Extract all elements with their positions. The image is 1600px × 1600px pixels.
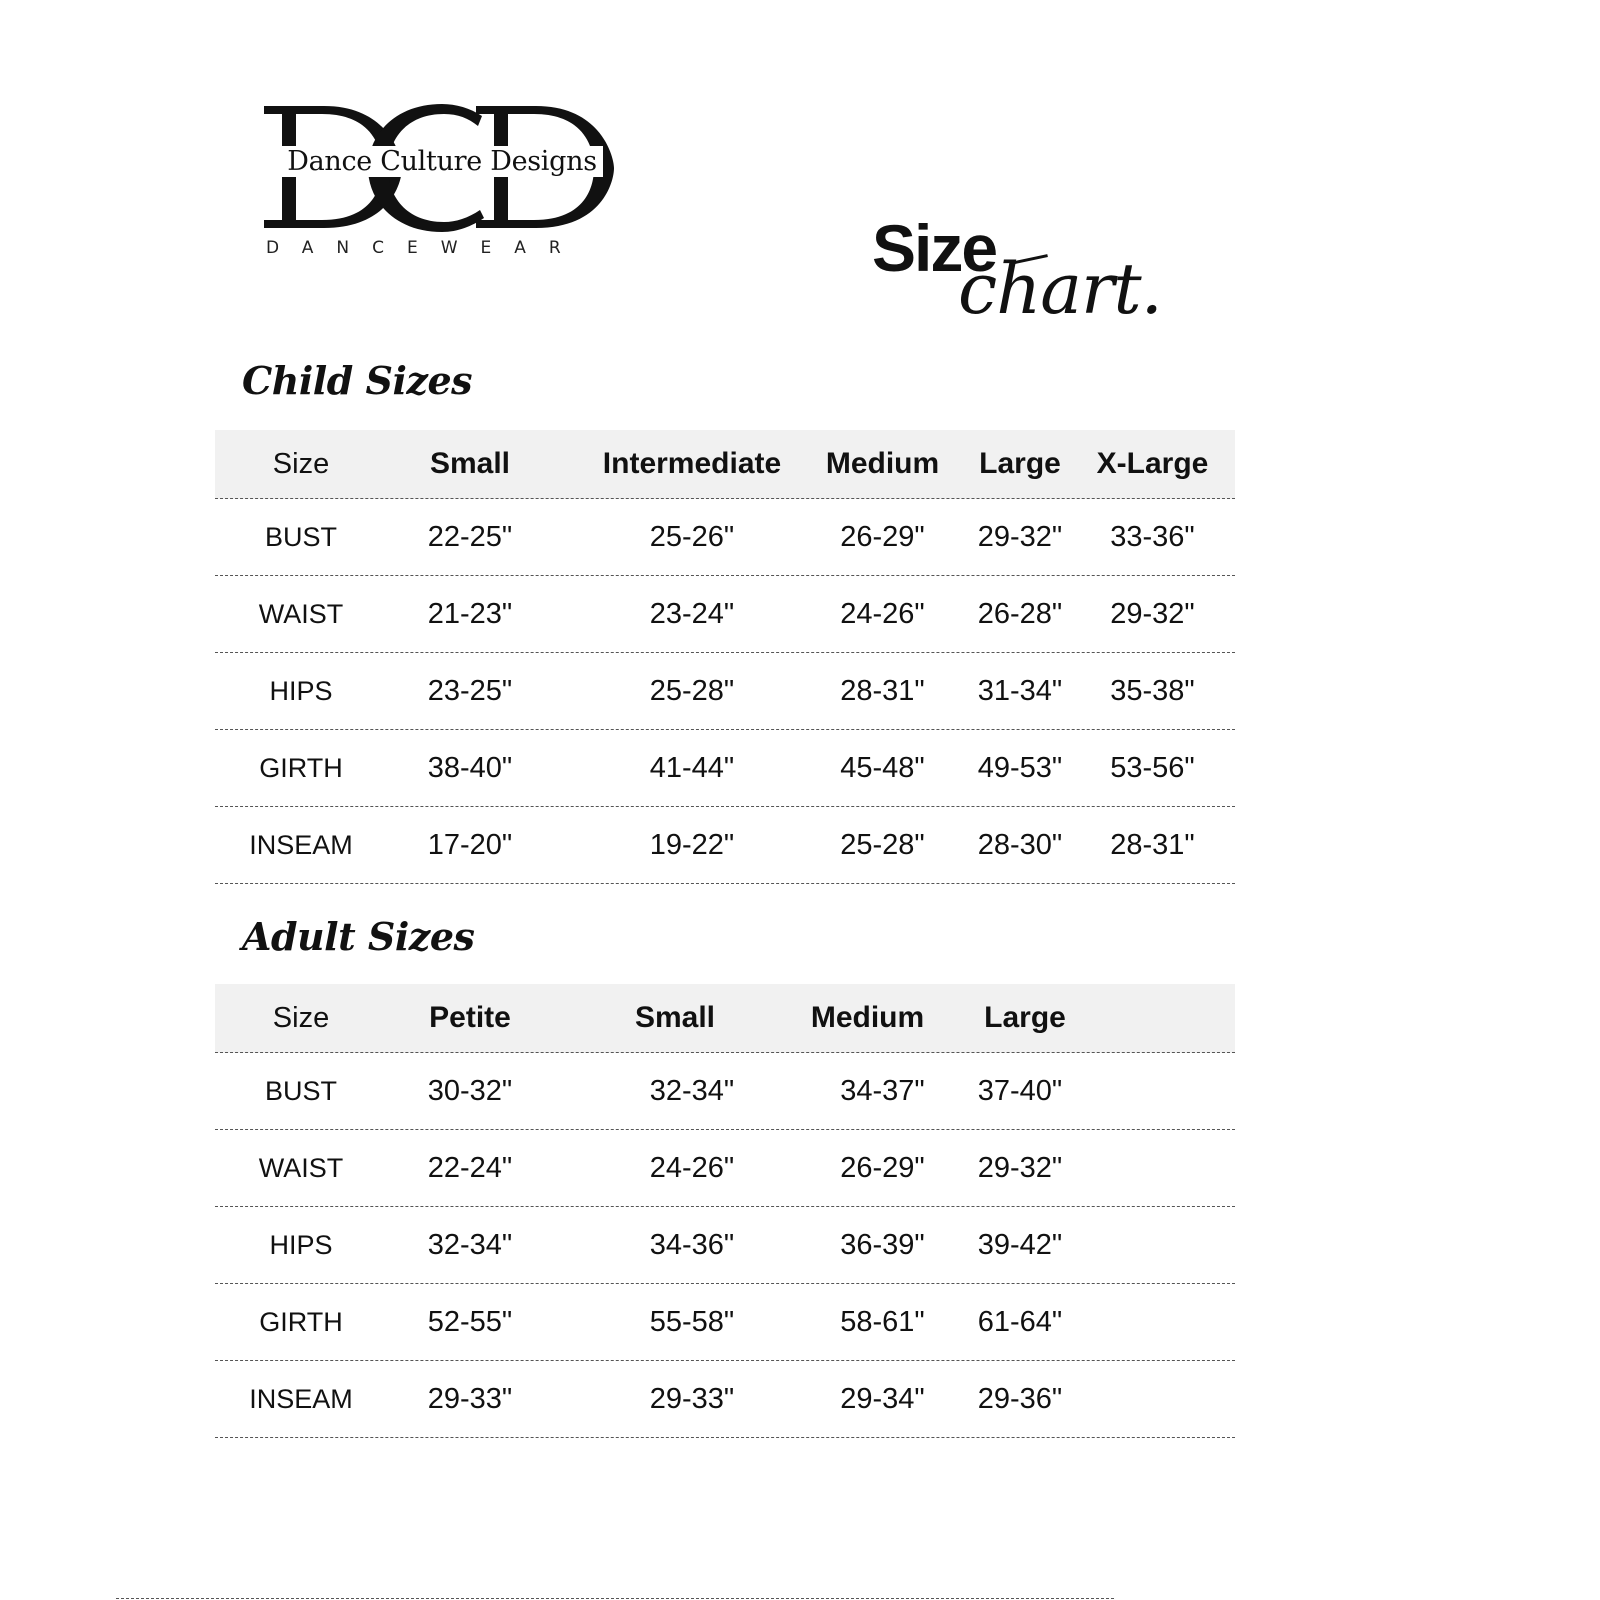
table-cell: 29-32" <box>977 1151 1063 1184</box>
table-cell: 28-30" <box>977 828 1063 861</box>
header-cell: Large <box>984 1001 1066 1034</box>
table-cell: 61-64" <box>977 1305 1063 1338</box>
adult-size-table <box>215 984 1235 1438</box>
table-cell: 24-26" <box>840 597 925 630</box>
table-cell: 29-34" <box>840 1382 925 1415</box>
table-cell: 29-32" <box>1110 597 1195 630</box>
table-cell: 28-31" <box>840 674 925 707</box>
row-label: BUST <box>264 521 337 552</box>
table-cell: 29-33" <box>427 1382 513 1415</box>
row-label: WAIST <box>258 598 344 629</box>
table-cell: 25-28" <box>649 674 735 707</box>
table-cell: 26-28" <box>977 597 1063 630</box>
row-label: INSEAM <box>249 1383 353 1414</box>
table-cell: 24-26" <box>649 1151 735 1184</box>
row-label: HIPS <box>269 1229 333 1260</box>
table-row <box>215 1207 1235 1284</box>
table-cell: 26-29" <box>840 1151 925 1184</box>
row-label: BUST <box>264 1075 337 1106</box>
table-cell: 22-25" <box>427 520 513 553</box>
table-cell: 19-22" <box>649 828 735 861</box>
table-cell: 34-36" <box>649 1228 735 1261</box>
header-cell: Large <box>979 447 1061 480</box>
header-cell: Small <box>634 1001 716 1034</box>
table-cell: 32-34" <box>649 1074 735 1107</box>
table-cell: 41-44" <box>649 751 735 784</box>
row-label: WAIST <box>258 1152 344 1183</box>
table-cell: 25-26" <box>649 520 735 553</box>
bottom-divider <box>116 1598 1114 1599</box>
table-row <box>215 1053 1235 1130</box>
title-size: Size <box>872 211 997 285</box>
table-row <box>215 1130 1235 1207</box>
table-cell: 21-23" <box>427 597 513 630</box>
brand-subtitle: DANCEWEAR <box>266 238 584 258</box>
table-header-row <box>215 984 1235 1053</box>
table-cell: 28-31" <box>1110 828 1195 861</box>
table-cell: 49-53" <box>977 751 1063 784</box>
row-label: HIPS <box>269 675 333 706</box>
table-cell: 26-29" <box>840 520 925 553</box>
header-cell: X-Large <box>1096 447 1209 480</box>
table-cell: 17-20" <box>427 828 513 861</box>
child-sizes-title: Child Sizes <box>242 358 473 403</box>
row-label: INSEAM <box>249 829 353 860</box>
table-cell: 53-56" <box>1110 751 1195 784</box>
header-cell: Petite <box>429 1001 511 1034</box>
table-cell: 31-34" <box>977 674 1063 707</box>
header-cell: Size <box>272 1001 330 1034</box>
table-row <box>215 730 1235 807</box>
brand-logo <box>262 96 622 276</box>
table-cell: 30-32" <box>427 1074 513 1107</box>
table-cell: 29-33" <box>649 1382 735 1415</box>
table-header-row <box>215 430 1235 499</box>
adult-sizes-title: Adult Sizes <box>242 914 475 959</box>
table-cell: 39-42" <box>977 1228 1063 1261</box>
table-cell: 23-24" <box>649 597 735 630</box>
row-label: GIRTH <box>259 1306 343 1337</box>
header-cell: Size <box>272 447 330 480</box>
table-cell: 35-38" <box>1110 674 1195 707</box>
table-cell: 32-34" <box>427 1228 513 1261</box>
table-row <box>215 1284 1235 1361</box>
table-cell: 52-55" <box>427 1305 513 1338</box>
header-cell: Intermediate <box>602 447 782 480</box>
child-size-table <box>215 430 1235 884</box>
brand-name: Dance Culture Designs <box>262 146 622 177</box>
table-row <box>215 653 1235 730</box>
table-cell: 45-48" <box>840 751 925 784</box>
table-cell: 29-32" <box>977 520 1063 553</box>
table-row <box>215 807 1235 884</box>
table-row <box>215 499 1235 576</box>
table-cell: 55-58" <box>649 1305 735 1338</box>
table-cell: 38-40" <box>427 751 513 784</box>
header-cell: Medium <box>810 1001 925 1034</box>
table-cell: 22-24" <box>427 1151 513 1184</box>
table-cell: 34-37" <box>840 1074 925 1107</box>
table-row <box>215 1361 1235 1438</box>
table-cell: 33-36" <box>1110 520 1195 553</box>
header-cell: Medium <box>825 447 940 480</box>
header-cell: Small <box>429 447 511 480</box>
title-chart: chart. <box>958 248 1162 330</box>
table-cell: 58-61" <box>840 1305 925 1338</box>
table-cell: 29-36" <box>977 1382 1063 1415</box>
table-row <box>215 576 1235 653</box>
table-cell: 36-39" <box>840 1228 925 1261</box>
table-cell: 23-25" <box>427 674 513 707</box>
table-cell: 37-40" <box>977 1074 1063 1107</box>
table-cell: 25-28" <box>840 828 925 861</box>
row-label: GIRTH <box>259 752 343 783</box>
